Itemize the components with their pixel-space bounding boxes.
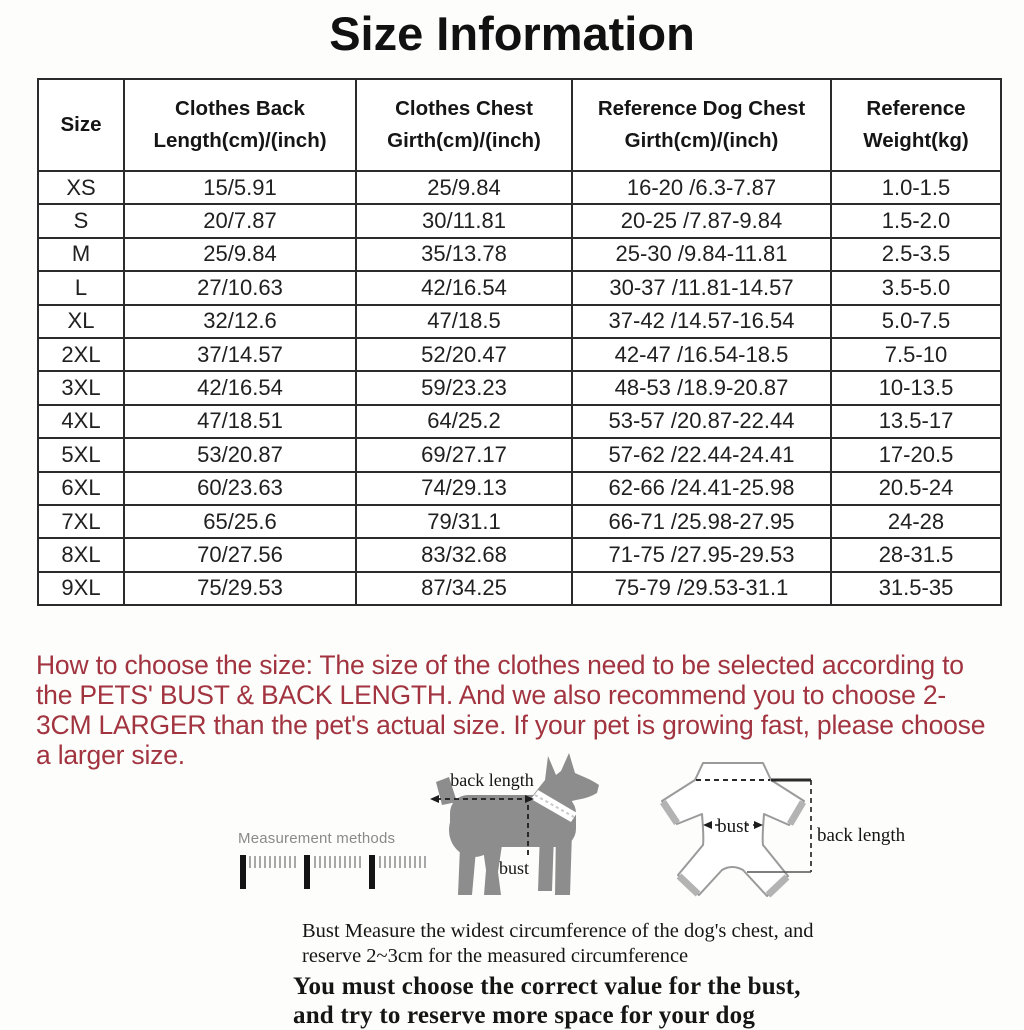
- table-cell: 1.5-2.0: [831, 204, 1001, 237]
- table-cell: XS: [38, 171, 124, 204]
- table-cell: 70/27.56: [124, 538, 356, 571]
- table-row: [38, 438, 1001, 471]
- table-cell: 75-79 /29.53-31.1: [572, 572, 831, 605]
- table-cell: 17-20.5: [831, 438, 1001, 471]
- table-cell: 20.5-24: [831, 472, 1001, 505]
- table-cell: 20-25 /7.87-9.84: [572, 204, 831, 237]
- table-row: [38, 338, 1001, 371]
- table-cell: 8XL: [38, 538, 124, 571]
- size-table-body: [38, 171, 1001, 605]
- table-cell: 9XL: [38, 572, 124, 605]
- table-cell: 52/20.47: [356, 338, 572, 371]
- table-cell: 28-31.5: [831, 538, 1001, 571]
- dog-back-length-label: back length: [450, 770, 534, 790]
- ruler-icon: [238, 853, 440, 891]
- table-cell: 83/32.68: [356, 538, 572, 571]
- table-cell: 15/5.91: [124, 171, 356, 204]
- table-cell: 27/10.63: [124, 271, 356, 304]
- table-cell: 69/27.17: [356, 438, 572, 471]
- table-cell: 57-62 /22.44-24.41: [572, 438, 831, 471]
- table-cell: 2.5-3.5: [831, 238, 1001, 271]
- table-cell: 37-42 /14.57-16.54: [572, 305, 831, 338]
- header-row: [38, 79, 1001, 171]
- table-cell: 4XL: [38, 405, 124, 438]
- table-row: [38, 305, 1001, 338]
- table-cell: 31.5-35: [831, 572, 1001, 605]
- table-cell: 79/31.1: [356, 505, 572, 538]
- table-cell: 16-20 /6.3-7.87: [572, 171, 831, 204]
- table-row: [38, 405, 1001, 438]
- table-cell: 66-71 /25.98-27.95: [572, 505, 831, 538]
- dog-bust-label: bust: [498, 858, 530, 878]
- table-cell: 7.5-10: [831, 338, 1001, 371]
- table-cell: 47/18.5: [356, 305, 572, 338]
- table-cell: 42-47 /16.54-18.5: [572, 338, 831, 371]
- table-cell: 48-53 /18.9-20.87: [572, 371, 831, 404]
- footer-notes: [293, 919, 813, 1030]
- dog-measurement-diagram: [428, 742, 642, 912]
- table-cell: 87/34.25: [356, 572, 572, 605]
- table-cell: 32/12.6: [124, 305, 356, 338]
- column-header: Clothes Back Length(cm)/(inch): [124, 79, 356, 171]
- how-to-choose-note: How to choose the size: The size of the clothes need to be selected according to the PETS' BUST & BACK LENGTH. And we also recommend you to choose 2-3CM LARGER than the pet's actual size. If your pet is growing fast, please choose a larger size.: [36, 650, 986, 770]
- table-row: [38, 538, 1001, 571]
- table-cell: 65/25.6: [124, 505, 356, 538]
- table-row: [38, 505, 1001, 538]
- table-row: [38, 472, 1001, 505]
- table-cell: 24-28: [831, 505, 1001, 538]
- table-cell: 30-37 /11.81-14.57: [572, 271, 831, 304]
- bust-note-line2: reserve 2~3cm for the measured circumference: [302, 945, 689, 967]
- table-cell: 47/18.51: [124, 405, 356, 438]
- measurement-methods-block: [238, 830, 448, 896]
- table-cell: 74/29.13: [356, 472, 572, 505]
- table-cell: 75/29.53: [124, 572, 356, 605]
- arrow-left-icon: [430, 795, 439, 803]
- table-cell: 53-57 /20.87-22.44: [572, 405, 831, 438]
- table-cell: 64/25.2: [356, 405, 572, 438]
- ruler-small-ticks: [250, 856, 425, 868]
- garment-measurement-diagram: [655, 753, 920, 918]
- column-header: Size: [38, 79, 124, 171]
- column-header: Clothes Chest Girth(cm)/(inch): [356, 79, 572, 171]
- table-cell: 20/7.87: [124, 204, 356, 237]
- table-cell: 59/23.23: [356, 371, 572, 404]
- garment-back-length-label: back length: [817, 825, 906, 846]
- table-cell: 6XL: [38, 472, 124, 505]
- table-cell: 3XL: [38, 371, 124, 404]
- bust-note-line1: Bust Measure the widest circumference of the dog's chest, and: [302, 920, 814, 942]
- table-cell: 10-13.5: [831, 371, 1001, 404]
- table-cell: L: [38, 271, 124, 304]
- table-row: [38, 271, 1001, 304]
- table-cell: 25-30 /9.84-11.81: [572, 238, 831, 271]
- size-table-header: [38, 79, 1001, 171]
- table-cell: 60/23.63: [124, 472, 356, 505]
- page-title: Size Information: [329, 7, 695, 60]
- table-cell: 62-66 /24.41-25.98: [572, 472, 831, 505]
- table-row: [38, 371, 1001, 404]
- bold-note-line1: You must choose the correct value for the bust,: [293, 973, 801, 1000]
- table-cell: XL: [38, 305, 124, 338]
- column-header: Reference Dog Chest Girth(cm)/(inch): [572, 79, 831, 171]
- table-cell: 13.5-17: [831, 405, 1001, 438]
- table-cell: 2XL: [38, 338, 124, 371]
- size-table-container: [37, 78, 1000, 606]
- table-cell: 3.5-5.0: [831, 271, 1001, 304]
- table-cell: 37/14.57: [124, 338, 356, 371]
- table-row: [38, 572, 1001, 605]
- garment-bust-label: bust: [717, 816, 749, 837]
- table-cell: 25/9.84: [356, 171, 572, 204]
- table-row: [38, 171, 1001, 204]
- measurement-methods-label: Measurement methods: [238, 830, 396, 847]
- table-cell: 30/11.81: [356, 204, 572, 237]
- table-cell: 35/13.78: [356, 238, 572, 271]
- table-cell: 42/16.54: [124, 371, 356, 404]
- table-cell: 25/9.84: [124, 238, 356, 271]
- table-cell: 42/16.54: [356, 271, 572, 304]
- table-cell: M: [38, 238, 124, 271]
- table-cell: 5.0-7.5: [831, 305, 1001, 338]
- bold-note-line2: and try to reserve more space for your dog: [293, 1002, 756, 1029]
- table-row: [38, 238, 1001, 271]
- table-cell: 1.0-1.5: [831, 171, 1001, 204]
- table-cell: 7XL: [38, 505, 124, 538]
- size-table: [37, 78, 1002, 606]
- table-cell: 5XL: [38, 438, 124, 471]
- table-cell: S: [38, 204, 124, 237]
- table-cell: 71-75 /27.95-29.53: [572, 538, 831, 571]
- table-cell: 53/20.87: [124, 438, 356, 471]
- table-row: [38, 204, 1001, 237]
- column-header: Reference Weight(kg): [831, 79, 1001, 171]
